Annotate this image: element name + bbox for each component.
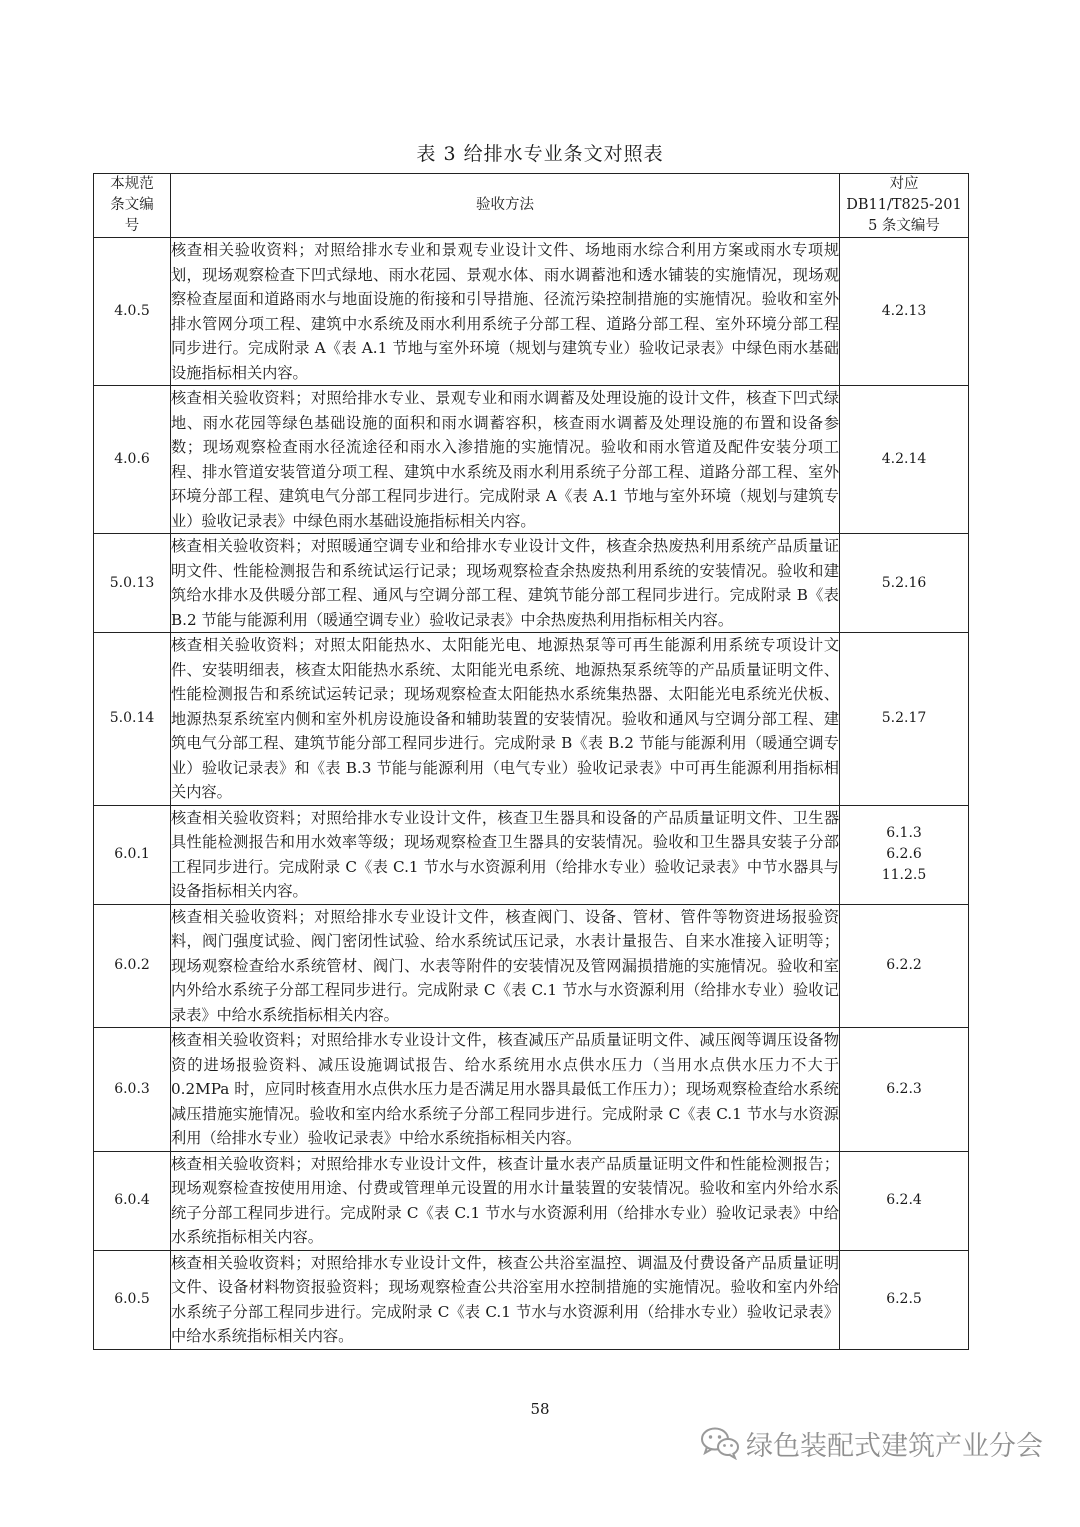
row-ref: 5.2.16 [840, 534, 969, 633]
row-ref-line: 6.2.6 [886, 846, 922, 862]
row-code: 6.0.4 [94, 1151, 171, 1250]
row-code: 6.0.2 [94, 904, 171, 1028]
row-ref: 5.2.17 [840, 633, 969, 806]
row-ref: 4.2.14 [840, 386, 969, 534]
wechat-icon [700, 1426, 740, 1460]
row-code: 4.0.6 [94, 386, 171, 534]
watermark-text: 绿色装配式建筑产业分会 [746, 1430, 1043, 1462]
row-ref: 4.2.13 [840, 238, 969, 386]
page-number: 58 [530, 1400, 550, 1418]
row-code: 5.0.14 [94, 633, 171, 806]
watermark [700, 1425, 1043, 1461]
header-ref-line: 对应 [889, 176, 919, 192]
header-method: 验收方法 [171, 174, 840, 238]
table-row [94, 386, 969, 534]
row-ref: 6.2.5 [840, 1250, 969, 1349]
row-ref: 6.2.2 [840, 904, 969, 1028]
row-method: 核查相关验收资料；对照给排水专业和景观专业设计文件、场地雨水综合利用方案或雨水专项规划，现场观察检查下凹式绿地、雨水花园、景观水体、雨水调蓄池和透水铺装的实施情况，现场观察检查屋面和道路雨水与地面设施的衔接和引导措施、径流污染控制措施的实施情况。验收和室外排水管网分项工程、建筑中水系统及雨水利用系统子分部工程、道路分部工程、室外环境分部工程同步进行。完成附录 A《表 A.1 节地与室外环境（规划与建筑专业）验收记录表》中绿色雨水基础设施指标相关内容。 [171, 238, 840, 386]
table-title: 表 3 给排水专业条文对照表 [416, 143, 664, 165]
table-row [94, 904, 969, 1028]
header-code-line: 条文编 [110, 197, 154, 213]
row-method: 核查相关验收资料；对照给排水专业设计文件，核查计量水表产品质量证明文件和性能检测报告；现场观察检查按使用用途、付费或管理单元设置的用水计量装置的安装情况。验收和室内外给水系统子分部工程同步进行。完成附录 C《表 C.1 节水与水资源利用（给排水专业）验收记录表》中给水系统指标相关内容。 [171, 1151, 840, 1250]
header-ref [840, 174, 969, 238]
row-code: 4.0.5 [94, 238, 171, 386]
row-ref: 6.2.4 [840, 1151, 969, 1250]
table-row [94, 1028, 969, 1152]
row-code: 5.0.13 [94, 534, 171, 633]
table-row [94, 805, 969, 904]
comparison-table [93, 173, 969, 1350]
header-code-line: 本规范 [110, 176, 154, 192]
row-code: 6.0.5 [94, 1250, 171, 1349]
row-method: 核查相关验收资料；对照暖通空调专业和给排水专业设计文件，核查余热废热利用系统产品质量证明文件、性能检测报告和系统试运行记录；现场观察检查余热废热利用系统的安装情况。验收和建筑给水排水及供暖分部工程、通风与空调分部工程、建筑节能分部工程同步进行。完成附录 B《表 B.2 节能与能源利用（暖通空调专业）验收记录表》中余热废热利用指标相关内容。 [171, 534, 840, 633]
table-row [94, 1250, 969, 1349]
table-row [94, 238, 969, 386]
table-row [94, 633, 969, 806]
header-code-line: 号 [124, 218, 140, 234]
row-code: 6.0.3 [94, 1028, 171, 1152]
row-code: 6.0.1 [94, 805, 171, 904]
header-ref-line: 5 条文编号 [868, 218, 940, 234]
row-method: 核查相关验收资料；对照给排水专业、景观专业和雨水调蓄及处理设施的设计文件，核查下凹式绿地、雨水花园等绿色基础设施的面积和雨水调蓄容积，核查雨水调蓄及处理设施的布置和设备参数；现场观察检查雨水径流途径和雨水入渗措施的实施情况。验收和雨水管道及配件安装分项工程、排水管道安装管道分项工程、建筑中水系统及雨水利用系统子分部工程、道路分部工程、室外环境分部工程、建筑电气分部工程同步进行。完成附录 A《表 A.1 节地与室外环境（规划与建筑专业）验收记录表》中绿色雨水基础设施指标相关内容。 [171, 386, 840, 534]
row-ref-line: 11.2.5 [881, 867, 927, 883]
row-ref [840, 805, 969, 904]
table-row [94, 534, 969, 633]
table-header-row [94, 174, 969, 238]
row-method: 核查相关验收资料；对照给排水专业设计文件，核查卫生器具和设备的产品质量证明文件、卫生器具性能检测报告和用水效率等级；现场观察检查卫生器具的安装情况。验收和卫生器具安装子分部工程同步进行。完成附录 C《表 C.1 节水与水资源利用（给排水专业）验收记录表》中节水器具与设备指标相关内容。 [171, 805, 840, 904]
header-code [94, 174, 171, 238]
row-ref-line: 6.1.3 [886, 825, 922, 841]
row-method: 核查相关验收资料；对照给排水专业设计文件，核查减压产品质量证明文件、减压阀等调压设备物资的进场报验资料、减压设施调试报告、给水系统用水点供水压力（当用水点供水压力不大于 0.2MPa 时，应同时核查用水点供水压力是否满足用水器具最低工作压力）；现场观察检查给水系统减压措施实施情况。验收和室内给水系统子分部工程同步进行。完成附录 C《表 C.1 节水与水资源利用（给排水专业）验收记录表》中给水系统指标相关内容。 [171, 1028, 840, 1152]
row-method: 核查相关验收资料；对照给排水专业设计文件，核查阀门、设备、管材、管件等物资进场报验资料，阀门强度试验、阀门密闭性试验、给水系统试压记录，水表计量报告、自来水准接入证明等；现场观察检查给水系统管材、阀门、水表等附件的安装情况及管网漏损措施的实施情况。验收和室内外给水系统子分部工程同步进行。完成附录 C《表 C.1 节水与水资源利用（给排水专业）验收记录表》中给水系统指标相关内容。 [171, 904, 840, 1028]
table-row [94, 1151, 969, 1250]
row-ref: 6.2.3 [840, 1028, 969, 1152]
header-ref-line: DB11/T825-201 [846, 197, 962, 213]
row-method: 核查相关验收资料；对照太阳能热水、太阳能光电、地源热泵等可再生能源利用系统专项设计文件、安装明细表，核查太阳能热水系统、太阳能光电系统、地源热泵系统等的产品质量证明文件、性能检测报告和系统试运转记录；现场观察检查太阳能热水系统集热器、太阳能光电系统光伏板、地源热泵系统室内侧和室外机房设施设备和辅助装置的安装情况。验收和通风与空调分部工程、建筑电气分部工程、建筑节能分部工程同步进行。完成附录 B《表 B.2 节能与能源利用（暖通空调专业）验收记录表》和《表 B.3 节能与能源利用（电气专业）验收记录表》中可再生能源利用指标相关内容。 [171, 633, 840, 806]
row-method: 核查相关验收资料；对照给排水专业设计文件，核查公共浴室温控、调温及付费设备产品质量证明文件、设备材料物资报验资料；现场观察检查公共浴室用水控制措施的实施情况。验收和室内外给水系统子分部工程同步进行。完成附录 C《表 C.1 节水与水资源利用（给排水专业）验收记录表》中给水系统指标相关内容。 [171, 1250, 840, 1349]
